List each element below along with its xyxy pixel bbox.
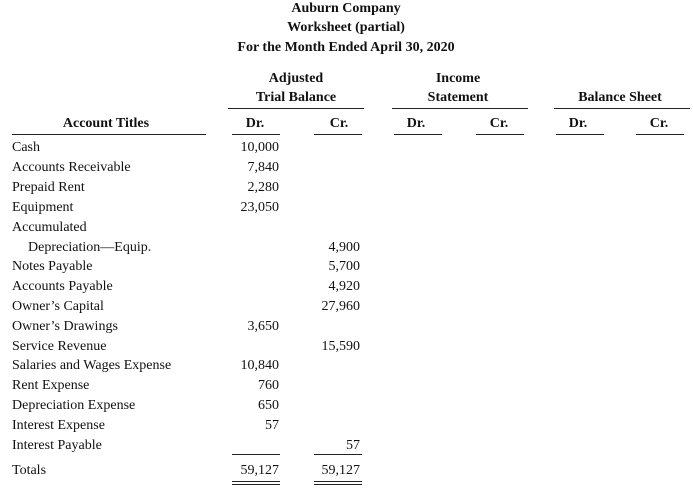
tb-cr-value: 5,700 <box>328 259 360 274</box>
tb-dr-value: 10,840 <box>240 358 279 373</box>
tb-cr-value: 15,590 <box>321 339 360 354</box>
trial-balance-heading-line2: Trial Balance <box>255 90 337 105</box>
tb-dr-value: 7,840 <box>247 160 279 175</box>
account-titles-header: Account Titles <box>62 116 150 131</box>
company-name: Auburn Company <box>291 1 401 16</box>
is-cr-header: Cr. <box>489 116 509 131</box>
account-title: Interest Payable <box>12 438 102 453</box>
tb-cr-double-rule-top <box>314 481 362 482</box>
worksheet-subtitle: Worksheet (partial) <box>287 20 405 35</box>
bs-cr-header: Cr. <box>649 116 669 131</box>
is-dr-header: Dr. <box>406 116 426 131</box>
income-statement-heading-underline <box>392 108 528 109</box>
trial-balance-heading-underline <box>228 108 364 109</box>
tb-dr-double-rule-top <box>232 481 280 482</box>
balance-sheet-heading: Balance Sheet <box>578 90 662 105</box>
tb-dr-value: 3,650 <box>247 319 279 334</box>
account-title: Accounts Payable <box>12 279 113 294</box>
balance-sheet-heading-underline <box>554 108 690 109</box>
tb-cr-header: Cr. <box>329 116 349 131</box>
account-title: Notes Payable <box>12 259 93 274</box>
tb-dr-value: 760 <box>258 378 279 393</box>
tb-cr-underline <box>314 134 362 135</box>
tb-dr-header: Dr. <box>245 116 265 131</box>
account-title: Accounts Receivable <box>12 160 131 175</box>
tb-cr-double-rule-bottom <box>314 484 362 485</box>
account-title: Rent Expense <box>12 378 90 393</box>
is-dr-underline <box>394 134 442 135</box>
tb-cr-total-rule <box>314 454 362 455</box>
bs-dr-header: Dr. <box>568 116 588 131</box>
account-title: Prepaid Rent <box>12 180 85 195</box>
account-title: Accumulated <box>12 220 87 235</box>
account-title: Depreciation Expense <box>12 398 136 413</box>
is-cr-underline <box>476 134 524 135</box>
tb-dr-double-rule-bottom <box>232 484 280 485</box>
account-titles-underline <box>12 134 206 135</box>
tb-cr-value: 57 <box>346 438 360 453</box>
tb-dr-total-rule <box>232 454 280 455</box>
bs-dr-underline <box>556 134 604 135</box>
tb-dr-value: 650 <box>258 398 279 413</box>
tb-cr-value: 27,960 <box>321 299 360 314</box>
account-title: Owner’s Capital <box>12 299 104 314</box>
tb-cr-value: 4,900 <box>328 240 360 255</box>
income-statement-heading-line1: Income <box>435 71 481 86</box>
account-title: Salaries and Wages Expense <box>12 358 172 373</box>
account-title: Equipment <box>12 200 74 215</box>
tb-dr-total: 59,127 <box>240 463 279 478</box>
income-statement-heading-line2: Statement <box>427 90 489 105</box>
worksheet-period: For the Month Ended April 30, 2020 <box>237 40 455 55</box>
bs-cr-underline <box>636 134 684 135</box>
account-title: Interest Expense <box>12 418 105 433</box>
tb-dr-value: 57 <box>265 418 279 433</box>
tb-cr-total: 59,127 <box>321 463 360 478</box>
totals-label: Totals <box>12 463 47 478</box>
tb-dr-value: 2,280 <box>247 180 279 195</box>
tb-cr-value: 4,920 <box>328 279 360 294</box>
account-title: Cash <box>12 140 40 155</box>
tb-dr-value: 23,050 <box>240 200 279 215</box>
tb-dr-value: 10,000 <box>240 140 279 155</box>
tb-dr-underline <box>232 134 280 135</box>
account-title: Depreciation—Equip. <box>28 240 152 255</box>
account-title: Owner’s Drawings <box>12 319 118 334</box>
account-title: Service Revenue <box>12 339 107 354</box>
trial-balance-heading-line1: Adjusted <box>268 71 324 86</box>
